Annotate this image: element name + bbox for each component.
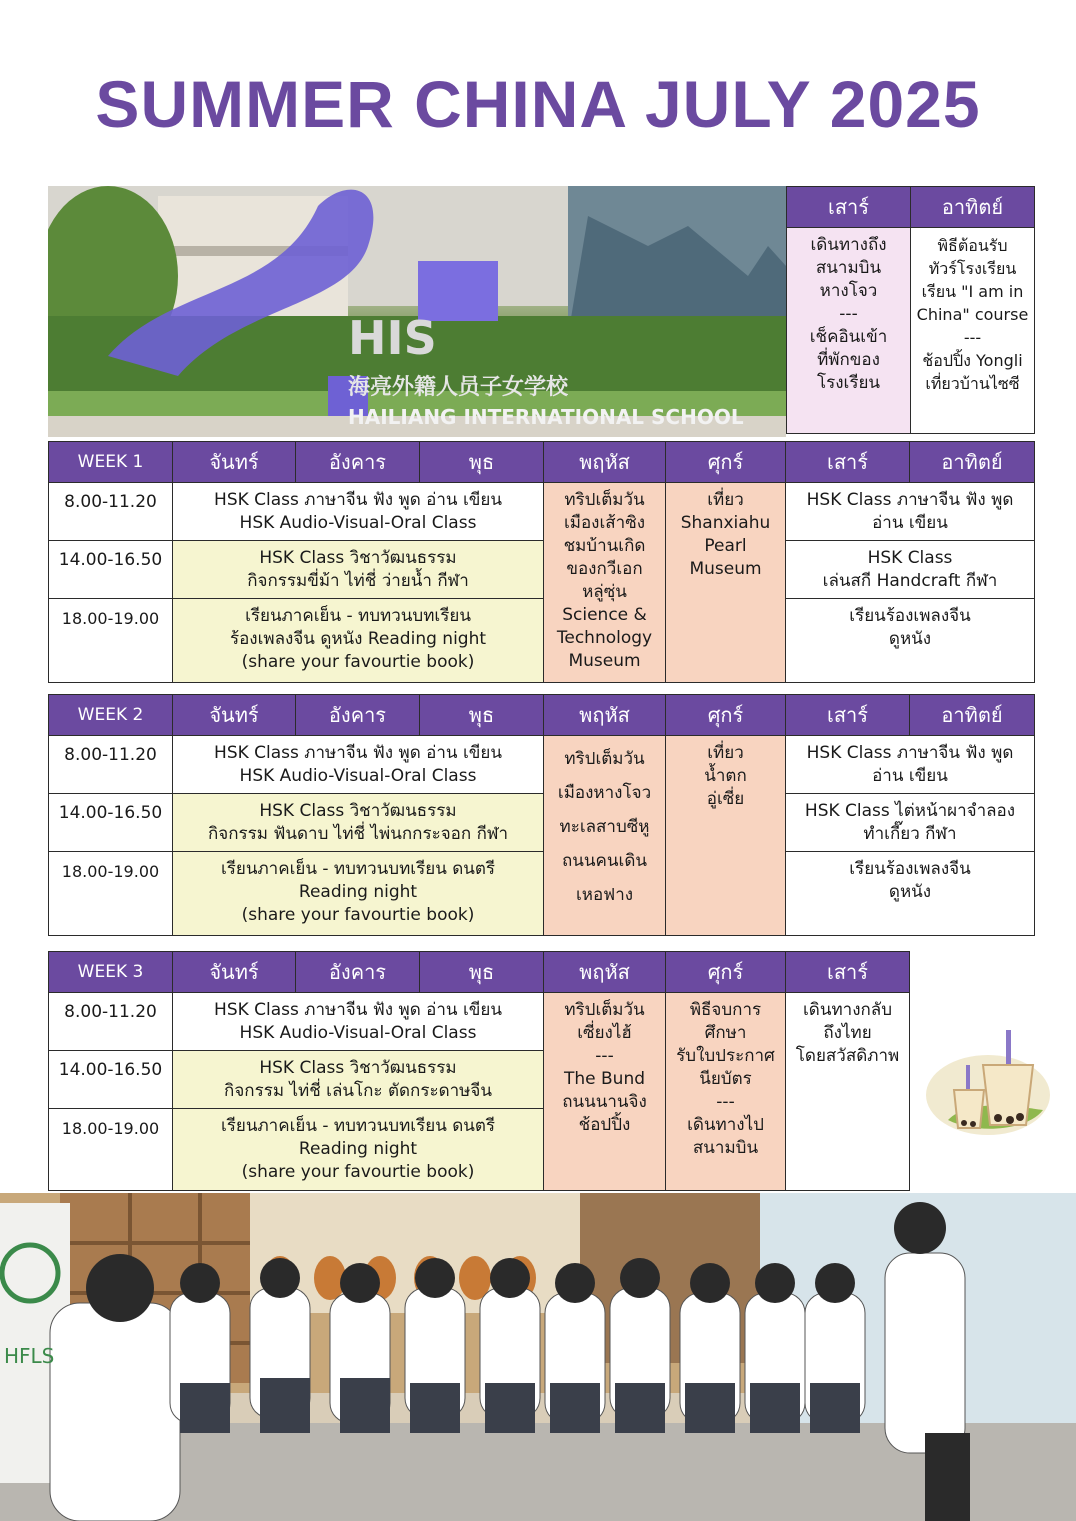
school-sign-english: HAILIANG INTERNATIONAL SCHOOL <box>348 405 744 429</box>
time-slot-evening: 18.00-19.00 <box>49 852 173 936</box>
day-header-sat: เสาร์ <box>787 187 911 228</box>
day-header-mon: จันทร์ <box>173 695 296 736</box>
week3-table <box>48 951 910 1191</box>
day-header-sat: เสาร์ <box>786 442 910 483</box>
week2-thursday-trip: ทริปเต็มวัน เมืองหางโจว ทะเลสาบซีหู ถนนคนเดิน เหอฟาง <box>544 736 666 936</box>
week2-weekend-afternoon: HSK Class ไต่หน้าผาจำลอง ทำเกี๊ยว กีฬา <box>786 794 1035 852</box>
day-header-fri: ศุกร์ <box>666 695 786 736</box>
time-slot-morning: 8.00-11.20 <box>49 736 173 794</box>
classroom-photo <box>0 1193 1076 1521</box>
classroom-illustration <box>0 1193 1076 1521</box>
time-slot-afternoon: 14.00-16.50 <box>49 541 173 599</box>
time-slot-evening: 18.00-19.00 <box>49 1109 173 1191</box>
week2-weekend-morning: HSK Class ภาษาจีน ฟัง พูด อ่าน เขียน <box>786 736 1035 794</box>
week1-weekend-morning: HSK Class ภาษาจีน ฟัง พูด อ่าน เขียน <box>786 483 1035 541</box>
arrival-sat-cell: เดินทางถึง สนามบิน หางโจว --- เช็คอินเข้า ที่พักของ โรงเรียน <box>787 228 911 434</box>
day-header-tue: อังคาร <box>296 952 420 993</box>
arrival-sun-cell: พิธีต้อนรับ ทัวร์โรงเรียน เรียน "I am in China" course --- ช้อปปิ้ง Yongli เที่ยวบ้านไซซี <box>911 228 1035 434</box>
time-slot-evening: 18.00-19.00 <box>49 599 173 683</box>
time-slot-afternoon: 14.00-16.50 <box>49 794 173 852</box>
week2-table <box>48 694 1035 936</box>
school-sign-logo: HIS <box>348 311 437 365</box>
week1-thursday-trip: ทริปเต็มวัน เมืองเส้าซิง ชมบ้านเกิด ของกวีเอก หลู่ซุ่น Science & Technology Museum <box>544 483 666 683</box>
day-header-sun: อาทิตย์ <box>910 442 1035 483</box>
day-header-fri: ศุกร์ <box>666 442 786 483</box>
day-header-fri: ศุกร์ <box>666 952 786 993</box>
day-header-mon: จันทร์ <box>173 952 296 993</box>
time-slot-morning: 8.00-11.20 <box>49 483 173 541</box>
time-slot-morning: 8.00-11.20 <box>49 993 173 1051</box>
school-campus-photo <box>48 186 786 437</box>
day-header-thu: พฤหัส <box>544 952 666 993</box>
day-header-thu: พฤหัส <box>544 695 666 736</box>
week3-label: WEEK 3 <box>49 952 173 993</box>
week1-friday-trip: เที่ยว Shanxiahu Pearl Museum <box>666 483 786 683</box>
week3-friday-graduation: พิธีจบการ ศึกษา รับใบประกาศ นียบัตร --- เดินทางไป สนามบิน <box>666 993 786 1191</box>
time-slot-afternoon: 14.00-16.50 <box>49 1051 173 1109</box>
week1-table <box>48 441 1035 683</box>
week3-morning-weekday: HSK Class ภาษาจีน ฟัง พูด อ่าน เขียน HSK Audio-Visual-Oral Class <box>173 993 544 1051</box>
day-header-wed: พุธ <box>420 952 544 993</box>
school-sign-chinese: 海亮外籍人员子女学校 <box>348 375 569 400</box>
day-header-mon: จันทร์ <box>173 442 296 483</box>
day-header-wed: พุธ <box>420 695 544 736</box>
week3-afternoon-weekday: HSK Class วิชาวัฒนธรรม กิจกรรม ไท่ชี่ เล่นโกะ ตัดกระดาษจีน <box>173 1051 544 1109</box>
week2-afternoon-weekday: HSK Class วิชาวัฒนธรรม กิจกรรม ฟันดาบ ไท่ชี่ ไพ่นกกระจอก กีฬา <box>173 794 544 852</box>
banner-text: HFLS <box>4 1344 55 1368</box>
day-header-sun: อาทิตย์ <box>910 695 1035 736</box>
arrival-weekend-table <box>786 186 1035 434</box>
day-header-wed: พุธ <box>420 442 544 483</box>
week1-afternoon-weekday: HSK Class วิชาวัฒนธรรม กิจกรรมขี่ม้า ไท่ชี่ ว่ายน้ำ กีฬา <box>173 541 544 599</box>
week3-evening-weekday: เรียนภาคเย็น - ทบทวนบทเรียน ดนตรี Reading night (share your favourtie book) <box>173 1109 544 1191</box>
day-header-tue: อังคาร <box>296 442 420 483</box>
week2-evening-weekday: เรียนภาคเย็น - ทบทวนบทเรียน ดนตรี Reading night (share your favourtie book) <box>173 852 544 936</box>
week1-evening-weekday: เรียนภาคเย็น - ทบทวนบทเรียน ร้องเพลงจีน ดูหนัง Reading night (share your favourtie book) <box>173 599 544 683</box>
day-header-sat: เสาร์ <box>786 695 910 736</box>
week1-label: WEEK 1 <box>49 442 173 483</box>
week1-weekend-evening: เรียนร้องเพลงจีน ดูหนัง <box>786 599 1035 683</box>
week1-morning-weekday: HSK Class ภาษาจีน ฟัง พูด อ่าน เขียน HSK Audio-Visual-Oral Class <box>173 483 544 541</box>
day-header-tue: อังคาร <box>296 695 420 736</box>
day-header-sat: เสาร์ <box>786 952 910 993</box>
week3-saturday-return: เดินทางกลับ ถึงไทย โดยสวัสดิภาพ <box>786 993 910 1191</box>
week2-friday-trip: เที่ยว น้ำตก อู่เซี่ย <box>666 736 786 936</box>
week2-label: WEEK 2 <box>49 695 173 736</box>
campus-illustration <box>48 186 786 437</box>
page-title: SUMMER CHINA JULY 2025 <box>95 67 981 141</box>
day-header-sun: อาทิตย์ <box>911 187 1035 228</box>
day-header-thu: พฤหัส <box>544 442 666 483</box>
week1-weekend-afternoon: HSK Class เล่นสกี Handcraft กีฬา <box>786 541 1035 599</box>
week2-morning-weekday: HSK Class ภาษาจีน ฟัง พูด อ่าน เขียน HSK Audio-Visual-Oral Class <box>173 736 544 794</box>
week3-thursday-trip: ทริปเต็มวัน เซี่ยงไฮ้ --- The Bund ถนนนานจิง ช้อปปิ้ง <box>544 993 666 1191</box>
week2-weekend-evening: เรียนร้องเพลงจีน ดูหนัง <box>786 852 1035 936</box>
bubble-tea-icon <box>918 1010 1058 1140</box>
